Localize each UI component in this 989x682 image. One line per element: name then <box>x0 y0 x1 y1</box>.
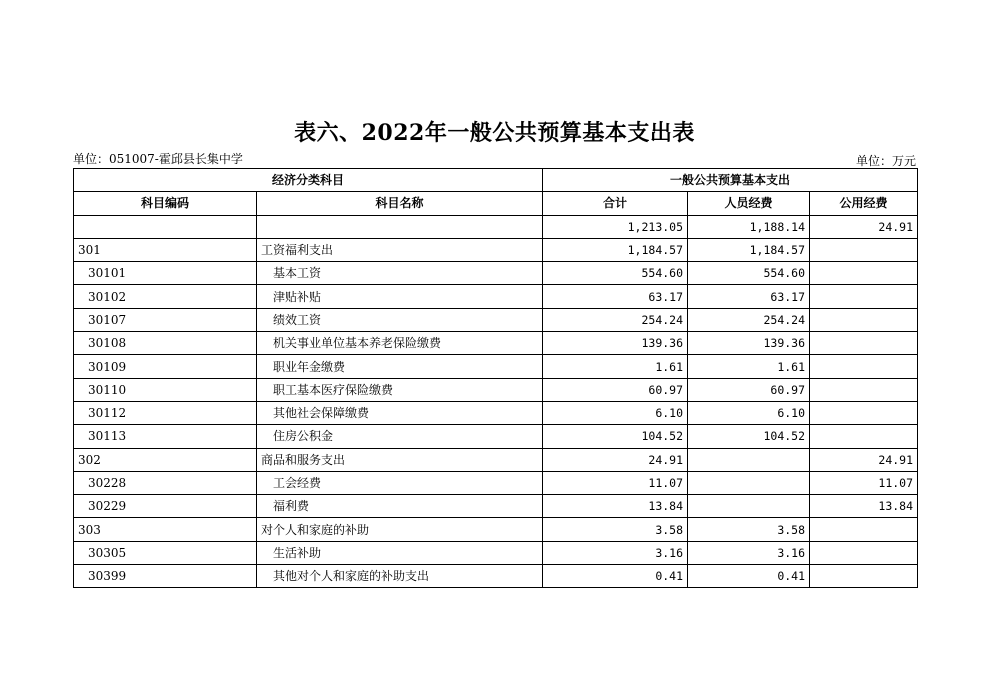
cell-public <box>810 378 918 401</box>
cell-public: 24.91 <box>810 215 918 238</box>
cell-personnel: 139.36 <box>688 332 810 355</box>
header-group-row <box>74 169 918 192</box>
cell-name: 津贴补贴 <box>257 285 543 308</box>
cell-name: 其他社会保障缴费 <box>257 401 543 424</box>
cell-total: 60.97 <box>543 378 688 401</box>
cell-name: 对个人和家庭的补助 <box>257 518 543 541</box>
cell-personnel: 63.17 <box>688 285 810 308</box>
unit-organization: 单位：051007-霍邱县长集中学 <box>73 152 243 166</box>
cell-public <box>810 332 918 355</box>
header-personnel: 人员经费 <box>688 192 810 215</box>
table-row <box>74 565 918 588</box>
table-row <box>74 401 918 424</box>
cell-name <box>257 215 543 238</box>
cell-total: 1.61 <box>543 355 688 378</box>
cell-public <box>810 518 918 541</box>
cell-name: 生活补助 <box>257 541 543 564</box>
cell-personnel: 254.24 <box>688 308 810 331</box>
header-code: 科目编码 <box>74 192 257 215</box>
cell-personnel: 60.97 <box>688 378 810 401</box>
cell-total: 1,213.05 <box>543 215 688 238</box>
cell-name: 工会经费 <box>257 471 543 494</box>
header-total: 合计 <box>543 192 688 215</box>
cell-personnel: 0.41 <box>688 565 810 588</box>
table-row <box>74 378 918 401</box>
page-title: 表六、2022年一般公共预算基本支出表 <box>294 120 695 146</box>
cell-public: 24.91 <box>810 448 918 471</box>
cell-code: 30229 <box>74 495 257 518</box>
cell-name: 职业年金缴费 <box>257 355 543 378</box>
cell-total: 104.52 <box>543 425 688 448</box>
header-column-row <box>74 192 918 215</box>
table-row <box>74 448 918 471</box>
table-row <box>74 262 918 285</box>
cell-public <box>810 355 918 378</box>
cell-personnel: 1,188.14 <box>688 215 810 238</box>
cell-total: 3.58 <box>543 518 688 541</box>
cell-personnel: 3.58 <box>688 518 810 541</box>
cell-code: 30107 <box>74 308 257 331</box>
table-row <box>74 238 918 261</box>
cell-code: 30113 <box>74 425 257 448</box>
cell-name: 商品和服务支出 <box>257 448 543 471</box>
cell-total: 63.17 <box>543 285 688 308</box>
budget-table <box>73 168 918 588</box>
cell-code: 302 <box>74 448 257 471</box>
cell-personnel: 6.10 <box>688 401 810 424</box>
cell-public <box>810 285 918 308</box>
cell-total: 139.36 <box>543 332 688 355</box>
cell-code: 30228 <box>74 471 257 494</box>
table-row <box>74 355 918 378</box>
header-public: 公用经费 <box>810 192 918 215</box>
header-name: 科目名称 <box>257 192 543 215</box>
cell-code <box>74 215 257 238</box>
cell-personnel <box>688 495 810 518</box>
cell-name: 职工基本医疗保险缴费 <box>257 378 543 401</box>
cell-public <box>810 238 918 261</box>
table-row <box>74 518 918 541</box>
cell-personnel: 1,184.57 <box>688 238 810 261</box>
cell-name: 工资福利支出 <box>257 238 543 261</box>
cell-total: 254.24 <box>543 308 688 331</box>
cell-public <box>810 565 918 588</box>
cell-total: 11.07 <box>543 471 688 494</box>
cell-total: 6.10 <box>543 401 688 424</box>
cell-personnel: 104.52 <box>688 425 810 448</box>
cell-public <box>810 262 918 285</box>
cell-code: 30102 <box>74 285 257 308</box>
cell-code: 30110 <box>74 378 257 401</box>
table-row <box>74 541 918 564</box>
cell-public <box>810 541 918 564</box>
cell-personnel: 554.60 <box>688 262 810 285</box>
table-row <box>74 495 918 518</box>
cell-public: 13.84 <box>810 495 918 518</box>
table-row <box>74 308 918 331</box>
table-row <box>74 285 918 308</box>
cell-public <box>810 308 918 331</box>
header-econ-classification: 经济分类科目 <box>74 169 543 192</box>
cell-code: 30101 <box>74 262 257 285</box>
cell-name: 住房公积金 <box>257 425 543 448</box>
cell-name: 福利费 <box>257 495 543 518</box>
cell-public: 11.07 <box>810 471 918 494</box>
header-general-budget: 一般公共预算基本支出 <box>543 169 918 192</box>
cell-personnel <box>688 471 810 494</box>
cell-code: 30108 <box>74 332 257 355</box>
cell-public <box>810 425 918 448</box>
cell-total: 554.60 <box>543 262 688 285</box>
cell-total: 3.16 <box>543 541 688 564</box>
cell-personnel <box>688 448 810 471</box>
table-row <box>74 425 918 448</box>
table-row <box>74 215 918 238</box>
cell-code: 303 <box>74 518 257 541</box>
table-row <box>74 332 918 355</box>
cell-name: 基本工资 <box>257 262 543 285</box>
cell-name: 机关事业单位基本养老保险缴费 <box>257 332 543 355</box>
cell-total: 0.41 <box>543 565 688 588</box>
cell-total: 1,184.57 <box>543 238 688 261</box>
cell-total: 13.84 <box>543 495 688 518</box>
cell-public <box>810 401 918 424</box>
table-body <box>74 215 918 588</box>
cell-code: 301 <box>74 238 257 261</box>
cell-personnel: 1.61 <box>688 355 810 378</box>
cell-name: 绩效工资 <box>257 308 543 331</box>
cell-code: 30305 <box>74 541 257 564</box>
cell-code: 30109 <box>74 355 257 378</box>
unit-currency: 单位：万元 <box>855 154 916 168</box>
cell-personnel: 3.16 <box>688 541 810 564</box>
table-row <box>74 471 918 494</box>
cell-total: 24.91 <box>543 448 688 471</box>
cell-code: 30112 <box>74 401 257 424</box>
cell-code: 30399 <box>74 565 257 588</box>
cell-name: 其他对个人和家庭的补助支出 <box>257 565 543 588</box>
